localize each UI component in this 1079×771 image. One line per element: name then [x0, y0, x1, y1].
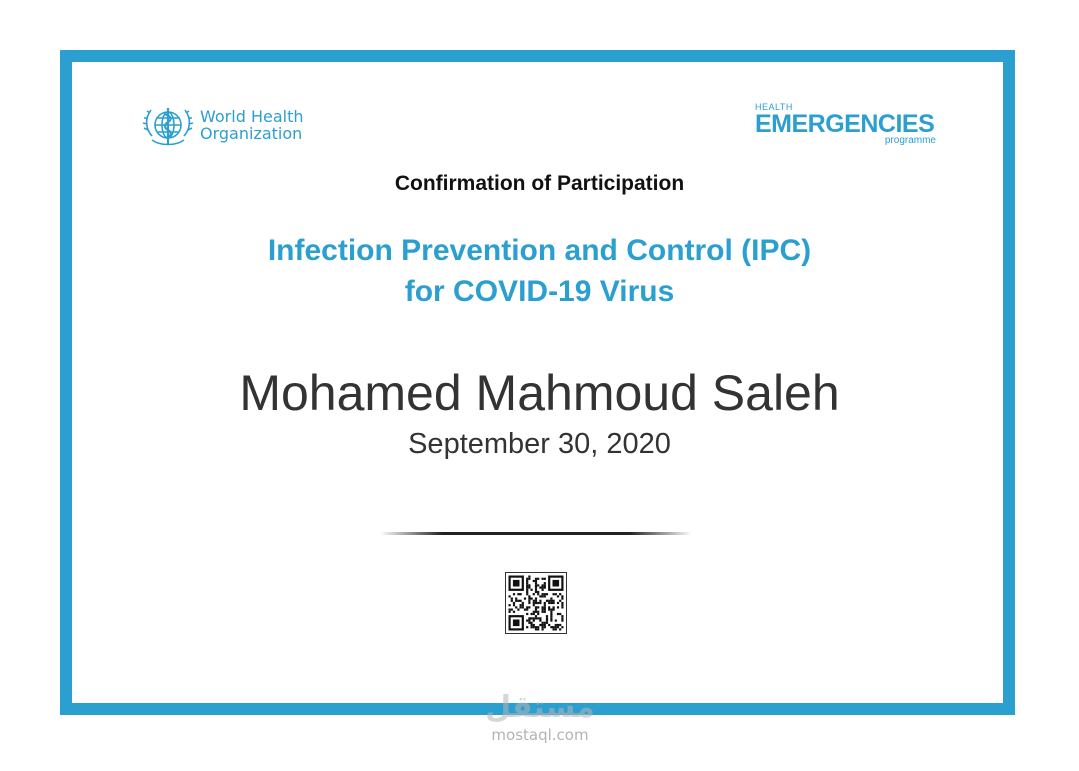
watermark-arabic: مستقل — [485, 690, 595, 725]
who-logo-line2: Organization — [200, 124, 303, 143]
who-emblem-icon — [140, 100, 196, 150]
he-logo-bottom: programme — [884, 135, 936, 146]
he-logo-top: HEALTH — [755, 102, 793, 112]
qr-code-icon[interactable] — [505, 572, 567, 634]
course-title-line2: for COVID-19 Virus — [404, 275, 675, 308]
signature-line — [380, 532, 692, 535]
certificate-date: September 30, 2020 — [408, 428, 671, 460]
course-title — [0, 230, 1079, 312]
recipient-name: Mohamed Mahmoud Saleh — [239, 365, 840, 421]
health-emergencies-logo — [755, 102, 940, 146]
course-title-line1: Infection Prevention and Control (IPC) — [267, 234, 812, 267]
who-logo-line1: World Health — [200, 107, 304, 126]
watermark — [460, 690, 620, 744]
certificate-heading: Confirmation of Participation — [394, 172, 685, 195]
qr-code-pattern — [506, 573, 566, 633]
he-logo-main: EMERGENCIES — [755, 110, 935, 138]
who-logo-text — [200, 108, 303, 142]
who-logo — [140, 100, 303, 150]
watermark-url: mostaql.com — [491, 726, 589, 744]
